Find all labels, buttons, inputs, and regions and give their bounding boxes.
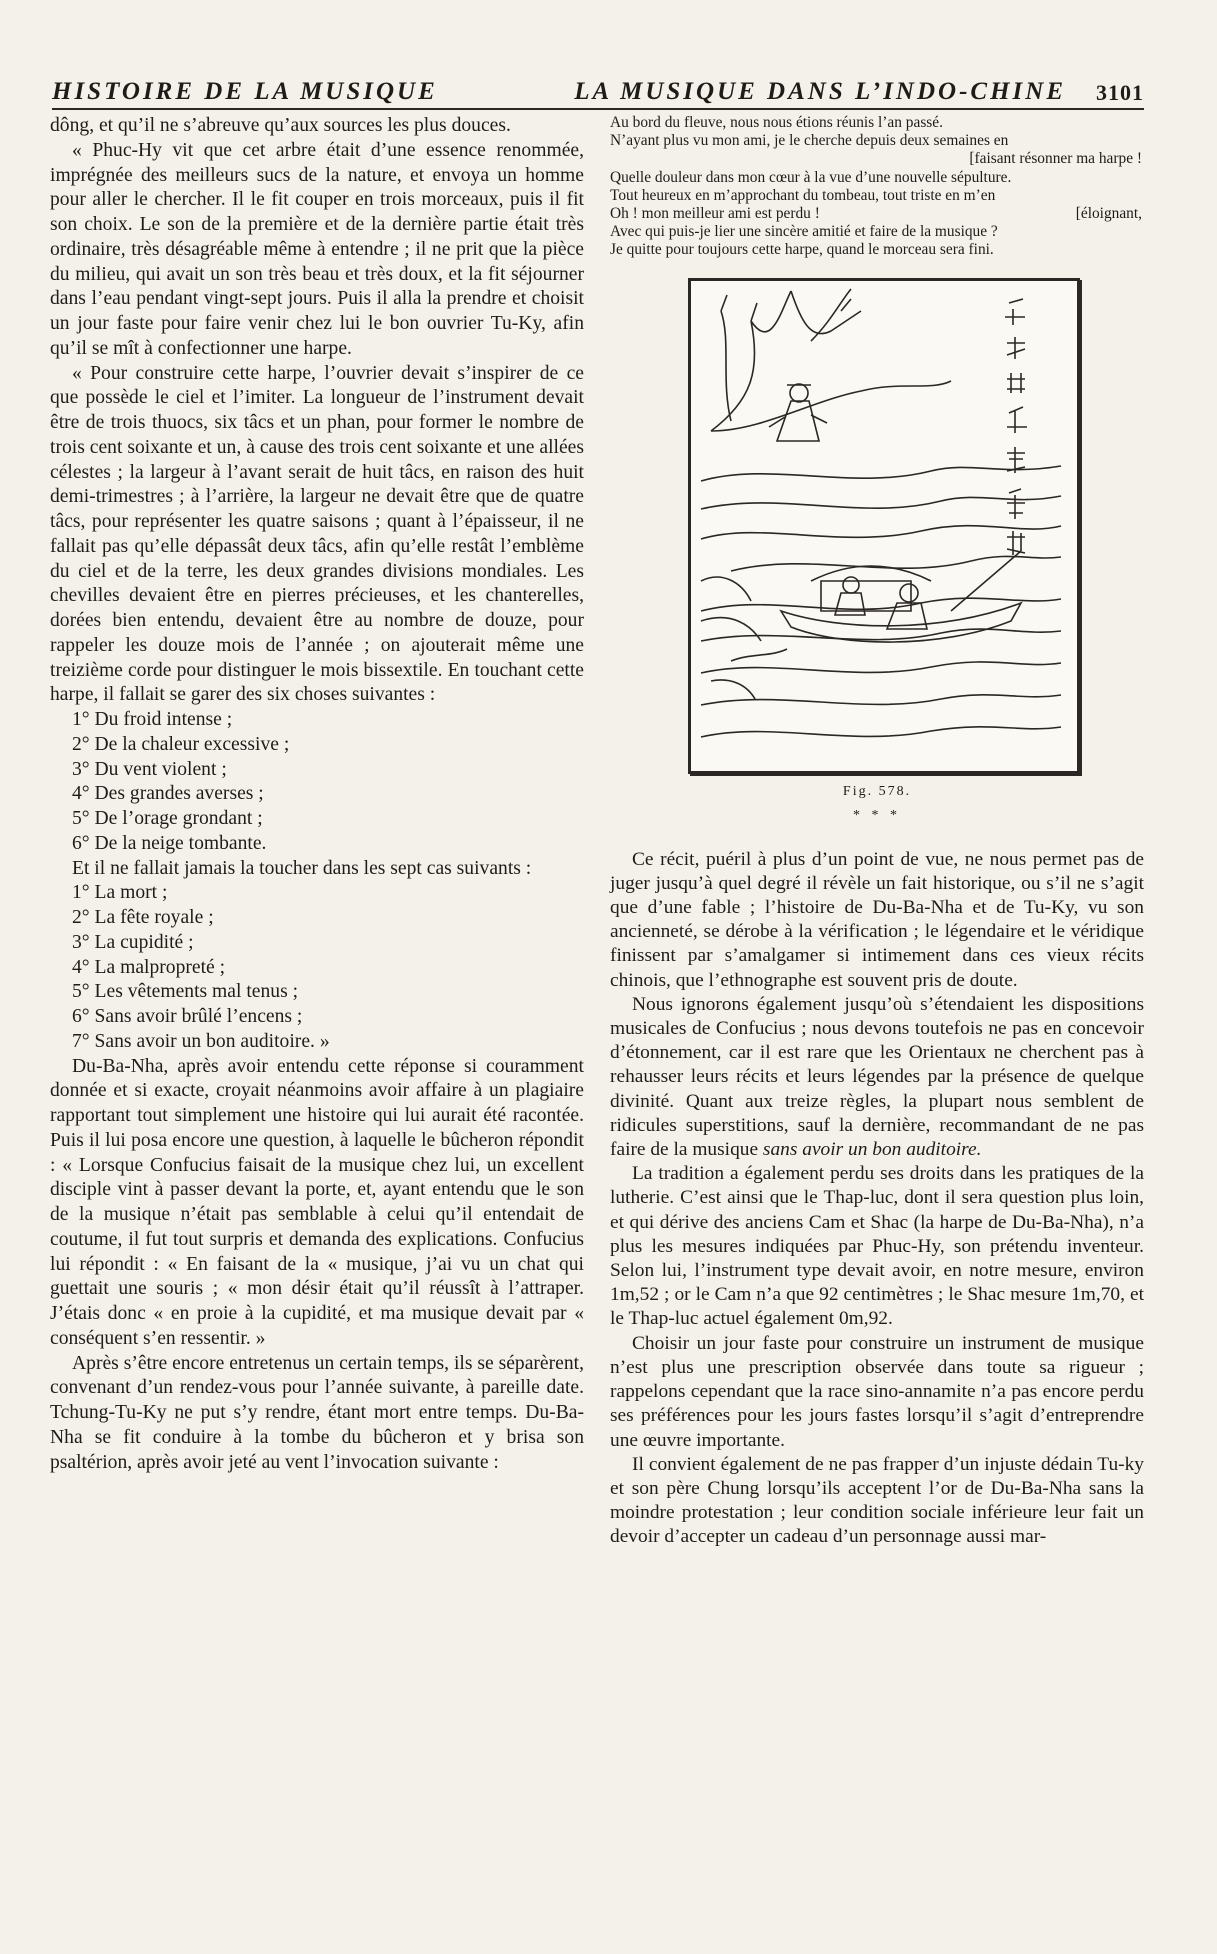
paragraph: La tradition a également perdu ses droits dans les pratiques de la lutherie. C’est ainsi que le Thap-luc, dont il sera question plus loin, et qui dérive des anciens Cam et Shac (la harpe de Du-Ba-Nha), n’a plus les mesures indiquées par Phuc-Hy, son prétendu inventeur. Selon lui, l’instrument type devait avoir, en notre mesure, environ 1m,52 ; or le Cam n’a que 92 centimètres ; le Shac mesure 1m,70, et le Thap-luc actuel également 0m,92. [610,1163,1144,1330]
list-item: 5° Les vêtements mal tenus ; [72,981,299,1003]
list-item: 7° Sans avoir un bon auditoire. » [72,1030,330,1052]
paragraph: Du-Ba-Nha, après avoir entendu cette réponse si couramment donnée et si exacte, croyait néanmoins avoir affaire à un plagiaire rapportant tout simplement une histoire qui lui aurait été racontée. Puis il lui posa encore une question, à laquelle le bûcheron répondit : « Lorsque Confucius faisait de la musique chez lui, un excellent disciple vint à passer devant la porte, et, ayant entendu que le son de la musique n’était pas semblable à celui qu’il entendait de coutume, il fut tout surpris et demanda des explications. Confucius lui répondit : « En faisant de la « musique, j’ai vu un chat qui guettait une souris ; « mon désir était qu’il réussît à l’attraper. J’étais donc « en proie à la cupidité, et ma musique devait par « conséquent s’en ressentir. » [50,1055,584,1349]
figure-caption: Fig. 578. [842,783,912,799]
paragraph: Après s’être encore entretenus un certain temps, ils se séparèrent, convenant d’un rendez-vous pour l’année suivante, à pareille date. Tchung-Tu-Ky ne put s’y rendre, étant mort entre temps. Du-Ba-Nha se fit conduire à la tombe du bûcheron et y brisa son psaltérion, après avoir jeté au vent l’invocation suivante : [50,1352,584,1473]
right-column-text [610,848,1144,1550]
invocation-poem [610,114,1144,260]
woodcut-drawing [691,281,1071,765]
figure-standing [769,384,827,441]
poem-line: Au bord du fleuve, nous nous étions réunis l’an passé. [610,114,943,131]
right-column [610,114,1144,1550]
poem-line: [faisant résonner ma harpe ! [969,150,1142,168]
running-head [52,74,1144,110]
list-item: 4° La malpropreté ; [72,956,226,978]
poem-line: Avec qui puis-je lier une sincère amitié et faire de la musique ? [610,223,998,241]
left-column [50,114,584,1475]
running-head-left: HISTOIRE DE LA MUSIQUE [52,78,438,105]
tree-branches [711,289,951,431]
paragraph: « Pour construire cette harpe, l’ouvrier devait s’inspirer de ce que possède le ciel et l’imiter. La longueur de l’instrument devait être de trois thuocs, six tâcs et un phan, pour former le nombre de trois cent soixante et un, à cause des trois cent soixante et une allées célestes ; la largeur à l’avant serait de huit tâcs, en raison des huit demi-trimestres ; à l’arrière, la largeur ne devait être que de quatre tâcs, pour représenter les quatre saisons ; quant à l’épaisseur, il ne fallait pas qu’elle dépassât deux tâcs, afin qu’elle restât l’emblème du ciel et de la terre, les deux grandes divisions mondiales. Les chevilles devaient être en pierres précieuses, et les chanterelles, dorées bien entendu, devaient être au nombre de douze, pour rappeler les douze mois de l’année ; on ajouterait même une treizième corde pour distinguer le mois bissextile. En touchant cette harpe, il fallait se garer des six choses suivantes : [50,362,584,706]
list-item: 1° La mort ; [72,882,168,904]
paragraph: dông, et qu’il ne s’abreuve qu’aux sources les plus douces. [50,115,511,136]
list-item: 1° Du froid intense ; [72,709,233,730]
running-head-right: LA MUSIQUE DANS L’INDO-CHINE [574,78,1066,105]
list-item: 2° De la chaleur excessive ; [72,733,290,755]
poem-line: Je quitte pour toujours cette harpe, quand le morceau sera fini. [610,241,994,259]
list-item: 6° De la neige tombante. [72,832,267,854]
section-separator: * * * [853,807,901,823]
list-seven-cases [50,881,584,1054]
river-rocks [701,577,761,699]
river-waves [701,466,1061,737]
list-item: 3° La cupidité ; [72,931,194,953]
list-item: 6° Sans avoir brûlé l’encens ; [72,1006,303,1027]
poem-line-text: Oh ! mon meilleur ami est perdu ! [610,205,820,223]
poem-line: Tout heureux en m’approchant du tombeau, tout triste en m’en [610,186,996,204]
calligraphy-column [1005,299,1027,555]
paragraph: Choisir un jour faste pour construire un instrument de musique n’est plus une prescription observée dans toute sa rigueur ; rappelons cependant que la race sino-annamite n’a pas encore perdu ses préférences pour les jours fastes lorsqu’il s’agit d’entreprendre une œuvre importante. [610,1332,1144,1451]
paragraph: Ce récit, puéril à plus d’un point de vue, ne nous permet pas de juger jusqu’à quel degré il révèle un fait historique, ou s’il ne s’agit que d’une fable ; l’histoire de Du-Ba-Nha et de Tu-Ky, vu son ancienneté, se dérobe à la vérification ; le légendaire et le véridique finissent par s’amalgamer si intimement dans ces vieux récits chinois, que l’ethnographe est souvent pris de doute. [610,848,1144,991]
poem-line: N’ayant plus vu mon ami, je le cherche depuis deux semaines en [610,132,1009,150]
paragraph: Il convient également de ne pas frapper d’un injuste dédain Tu-ky et son père Chung lorsqu’ils acceptent l’or de Du-Ba-Nha sans la moindre protestation ; leur condition sociale inférieure leur fait un devoir d’accepter un cadeau d’un personnage aussi mar- [610,1453,1144,1548]
list-item: 4° Des grandes averses ; [72,783,264,805]
page-number: 3101 [1096,80,1144,105]
list-item: 3° Du vent violent ; [72,758,227,780]
list-six-things [50,708,584,857]
paragraph [610,993,1144,1162]
paragraph: « Phuc-Hy vit que cet arbre était d’une essence renommée, imprégnée des meilleurs sucs de la nature, et envoya un homme pour aller le chercher. Il le fit couper en trois morceaux, puis il fit son choix. Le son de la première et de la dernière partie était très ordinaire, très désagréable même à entendre ; il ne prit que la pièce du milieu, qui avait un son très beau et très doux, et la fit séjourner dans l’eau pendant vingt-sept jours. Puis il alla la prendre et choisit un jour faste pour faire venir chez lui le bon ouvrier Tu-Ky, afin qu’il se mît à confectionner une harpe. [50,139,584,359]
poem-line-continuation: [éloignant, [1075,205,1142,223]
list-item: 2° La fête royale ; [72,907,214,928]
paragraph-text: Nous ignorons également jusqu’où s’étendaient les dispositions musicales de Confucius ; nous devons toutefois ne pas en concevoir d’étonnement, car il est rare que les Orientaux ne cherchent pas à rehausser leurs récits et leurs légendes par la présence de quelque divinité. Quant aux treize règles, la plupart nous semblent de ridicules superstitions, sauf la dernière, recommandant de ne pas faire de la musique [610,993,1144,1161]
poem-line [610,205,1144,223]
poem-line: Quelle douleur dans mon cœur à la vue d’une nouvelle sépulture. [610,168,1012,186]
woodcut-illustration [688,278,1080,774]
emphasis-text: sans avoir un bon auditoire. [762,1139,982,1161]
paragraph: Et il ne fallait jamais la toucher dans les sept cas suivants : [72,857,532,879]
list-item: 5° De l’orage grondant ; [72,808,263,829]
